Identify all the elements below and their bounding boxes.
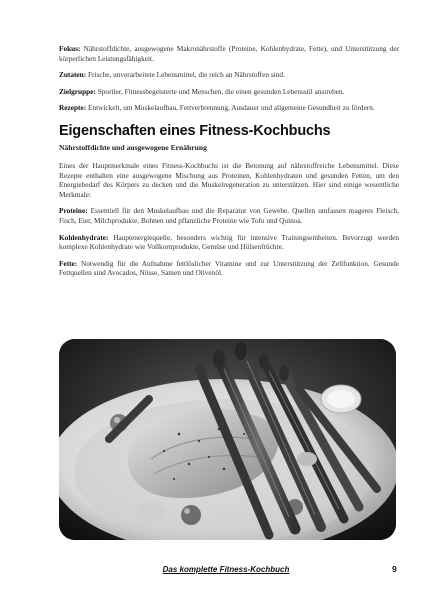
text-proteine: Essentiell für den Muskelaufbau und die Reparatur von Gewebe. Quellen umfassen mageres Fleisch, Fisch, Eier, Milchprodukte, Bohnen und pflanzliche Proteine wie Tofu und Quinoa. xyxy=(59,206,399,225)
paragraph-zutaten xyxy=(59,70,399,80)
text-fokus: Nährstoffdichte, ausgewogene Makronährstoffe (Proteine, Kohlenhydrate, Fette), und Unterstützung der körperlichen Leistungsfähigkeit. xyxy=(59,44,399,63)
section-heading: Eigenschaften eines Fitness-Kochbuchs xyxy=(59,122,331,139)
text-zutaten: Frische, unverarbeitete Lebensmittel, die reich an Nährstoffen sind. xyxy=(86,70,285,80)
food-photo xyxy=(59,339,396,540)
page-number: 9 xyxy=(392,564,397,574)
intro-paragraph: Eines der Hauptmerkmale eines Fitness-Kochbuchs ist die Betonung auf nährstoffreiche Lebensmittel. Diese Rezepte enthalten eine ausgewogene Mischung aus Proteinen, Kohlenhydraten und gesunden Fetten, um den Energiebedarf des Körpers zu decken und die Muskelregeneration zu unterstützen. Hier sind einige wesentliche Merkmale: xyxy=(59,160,399,199)
text-kohlenhydrate: Hauptenergiequelle, besonders wichtig für intensive Trainingseinheiten. Bevorzugt werden komplexe Kohlenhydrate wie Vollkornprodukte, Gemüse und Hülsenfrüchte. xyxy=(59,232,399,252)
paragraph-fokus xyxy=(59,44,399,63)
label-fokus: Fokus: xyxy=(59,44,81,53)
fish-asparagus-plate-image xyxy=(59,339,396,540)
label-zutaten: Zutaten: xyxy=(59,70,87,80)
paragraph-kohlenhydrate xyxy=(59,233,399,252)
paragraph-rezepte xyxy=(59,103,399,113)
text-rezepte: Entwickelt, um Muskelaufbau, Fettverbrennung, Ausdauer und allgemeine Gesundheit zu fördern. xyxy=(86,103,375,113)
page-content xyxy=(59,44,399,285)
label-kohlenhydrate: Kohlenhydrate: xyxy=(59,232,109,242)
paragraph-zielgruppe xyxy=(59,87,399,97)
section-subheading: Nährstoffdichte und ausgewogene Ernährung xyxy=(59,142,207,152)
text-zielgruppe: Sportler, Fitnessbegeisterte und Menschen, die einen gesunden Lebensstil anstreben. xyxy=(95,86,345,96)
label-rezepte: Rezepte: xyxy=(59,103,87,113)
footer-book-title: Das komplette Fitness-Kochbuch xyxy=(162,565,290,574)
paragraph-proteine xyxy=(59,206,399,225)
text-fette: Notwendig für die Aufnahme fettlöslicher Vitamine und zur Unterstützung der Zellfunktion. Gesunde Fettquellen sind Avocados, Nüsse, Samen und Olivenöl. xyxy=(59,258,399,278)
label-zielgruppe: Zielgruppe: xyxy=(59,86,96,96)
paragraph-fette xyxy=(59,259,399,278)
label-proteine: Proteine: xyxy=(59,206,88,216)
label-fette: Fette: xyxy=(59,258,78,268)
